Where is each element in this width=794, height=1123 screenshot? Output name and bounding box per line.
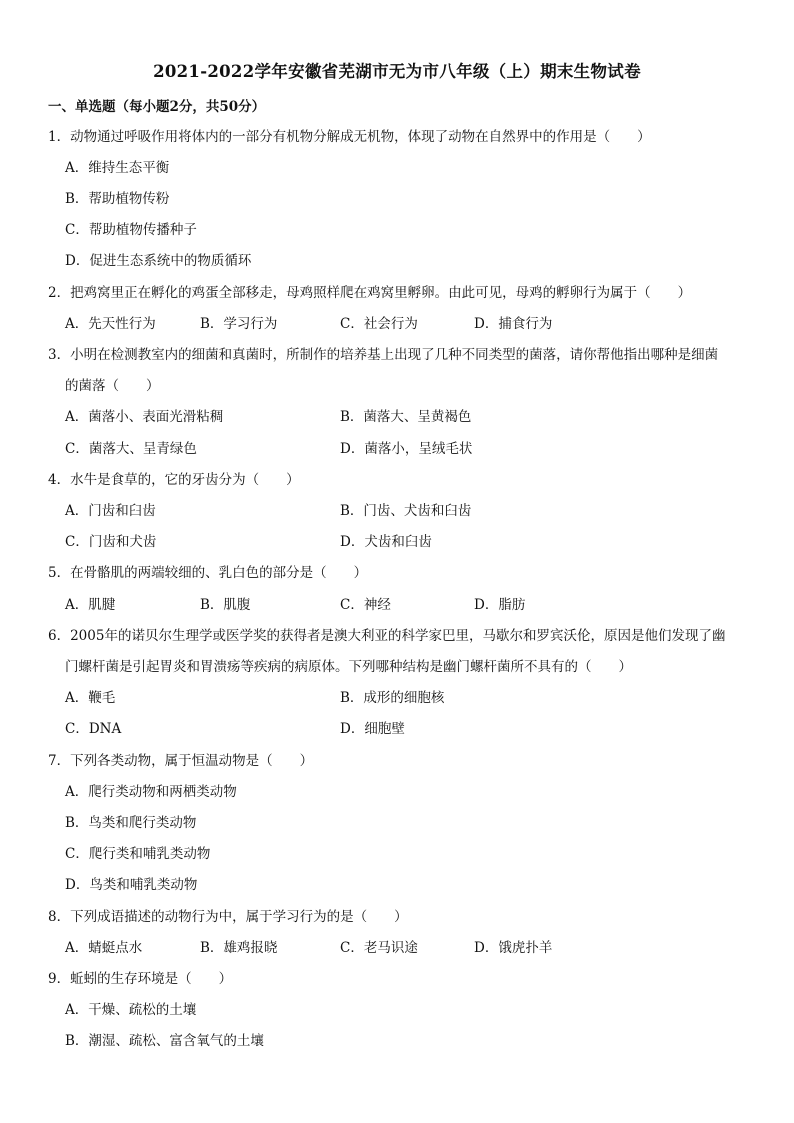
option[interactable]: A．干燥、疏松的土壤 [65,1002,197,1018]
question-stem: 5．在骨骼肌的两端较细的、乳白色的部分是（ ） [48,565,368,581]
option[interactable]: A．鞭毛 [65,690,116,706]
option[interactable]: C．DNA [65,721,122,737]
question-stem: 8．下列成语描述的动物行为中，属于学习行为的是（ ） [48,909,408,925]
option[interactable]: A．爬行类动物和两栖类动物 [65,784,237,800]
option[interactable]: D．菌落小，呈绒毛状 [340,441,473,457]
option[interactable]: D．鸟类和哺乳类动物 [65,877,198,893]
option[interactable]: B．肌腹 [200,597,251,613]
option[interactable]: B．帮助植物传粉 [65,191,170,207]
question-stem: 2．把鸡窝里正在孵化的鸡蛋全部移走，母鸡照样爬在鸡窝里孵卵。由此可见，母鸡的孵卵行为属于（ ） [48,285,692,301]
option[interactable]: A．肌腱 [65,597,116,613]
option[interactable]: D．脂肪 [474,597,526,613]
option[interactable]: D．犬齿和臼齿 [340,534,432,550]
option[interactable]: A．先天性行为 [65,316,156,332]
option[interactable]: B．菌落大、呈黄褐色 [340,409,472,425]
option[interactable]: D．捕食行为 [474,316,553,332]
exam-title: 2021-2022学年安徽省芜湖市无为市八年级（上）期末生物试卷 [153,62,641,81]
question-stem: 9．蚯蚓的生存环境是（ ） [48,971,233,987]
option[interactable]: A．蜻蜓点水 [65,940,143,956]
option[interactable]: A．菌落小、表面光滑粘稠 [65,409,224,425]
option[interactable]: A．门齿和臼齿 [65,503,156,519]
option[interactable]: B．门齿、犬齿和臼齿 [340,503,472,519]
option[interactable]: C．社会行为 [340,316,418,332]
question-stem: 3．小明在检测教室内的细菌和真菌时，所制作的培养基上出现了几种不同类型的菌落，请你帮他指出哪种是细菌 [48,347,719,363]
option[interactable]: B．潮湿、疏松、富含氧气的土壤 [65,1033,264,1049]
option[interactable]: B．鸟类和爬行类动物 [65,815,197,831]
option[interactable]: D．促进生态系统中的物质循环 [65,253,252,269]
option[interactable]: C．神经 [340,597,391,613]
option[interactable]: B．雄鸡报晓 [200,940,278,956]
question-stem-continued: 的菌落（ ） [65,378,160,394]
option[interactable]: A．维持生态平衡 [65,160,170,176]
question-stem: 4．水牛是食草的，它的牙齿分为（ ） [48,472,300,488]
option[interactable]: C．老马识途 [340,940,418,956]
option[interactable]: D．饿虎扑羊 [474,940,553,956]
option[interactable]: B．成形的细胞核 [340,690,445,706]
question-stem: 6．2005年的诺贝尔生理学或医学奖的获得者是澳大利亚的科学家巴里，马歇尔和罗宾沃伦，原因是他们发现了幽 [48,628,726,644]
question-stem: 7．下列各类动物，属于恒温动物是（ ） [48,753,314,769]
option[interactable]: C．门齿和犬齿 [65,534,157,550]
question-stem-continued: 门螺杆菌是引起胃炎和胃溃疡等疾病的病原体。下列哪种结构是幽门螺杆菌所不具有的（ ） [65,659,632,675]
option[interactable]: C．帮助植物传播种子 [65,222,197,238]
option[interactable]: B．学习行为 [200,316,278,332]
option[interactable]: C．爬行类和哺乳类动物 [65,846,211,862]
option[interactable]: D．细胞壁 [340,721,405,737]
question-stem: 1．动物通过呼吸作用将体内的一部分有机物分解成无机物，体现了动物在自然界中的作用是（ ） [48,129,651,145]
option[interactable]: C．菌落大、呈青绿色 [65,441,197,457]
section-heading: 一、单选题（每小题2分，共50分） [48,99,266,115]
